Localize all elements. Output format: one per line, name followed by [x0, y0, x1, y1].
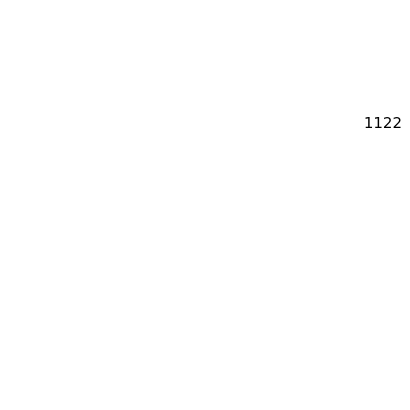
- article-line: [8, 310, 402, 332]
- article-line: [8, 156, 402, 178]
- article-line: [8, 244, 402, 266]
- article-line: [8, 376, 402, 398]
- article-line: [8, 46, 402, 68]
- article-line: [8, 24, 402, 46]
- article-line: [8, 134, 402, 156]
- article-line: [8, 332, 402, 354]
- article-line: [8, 90, 402, 112]
- article-line: [8, 178, 402, 200]
- article-body: [8, 2, 402, 410]
- article-line: [8, 68, 402, 90]
- article-line: [8, 398, 402, 410]
- article-line: [8, 200, 402, 222]
- article-line: [8, 288, 402, 310]
- article-line: [8, 2, 402, 24]
- article-line: 1122: [363, 114, 402, 132]
- article-line: [8, 354, 402, 376]
- article-line: [8, 222, 402, 244]
- article-line: [8, 266, 402, 288]
